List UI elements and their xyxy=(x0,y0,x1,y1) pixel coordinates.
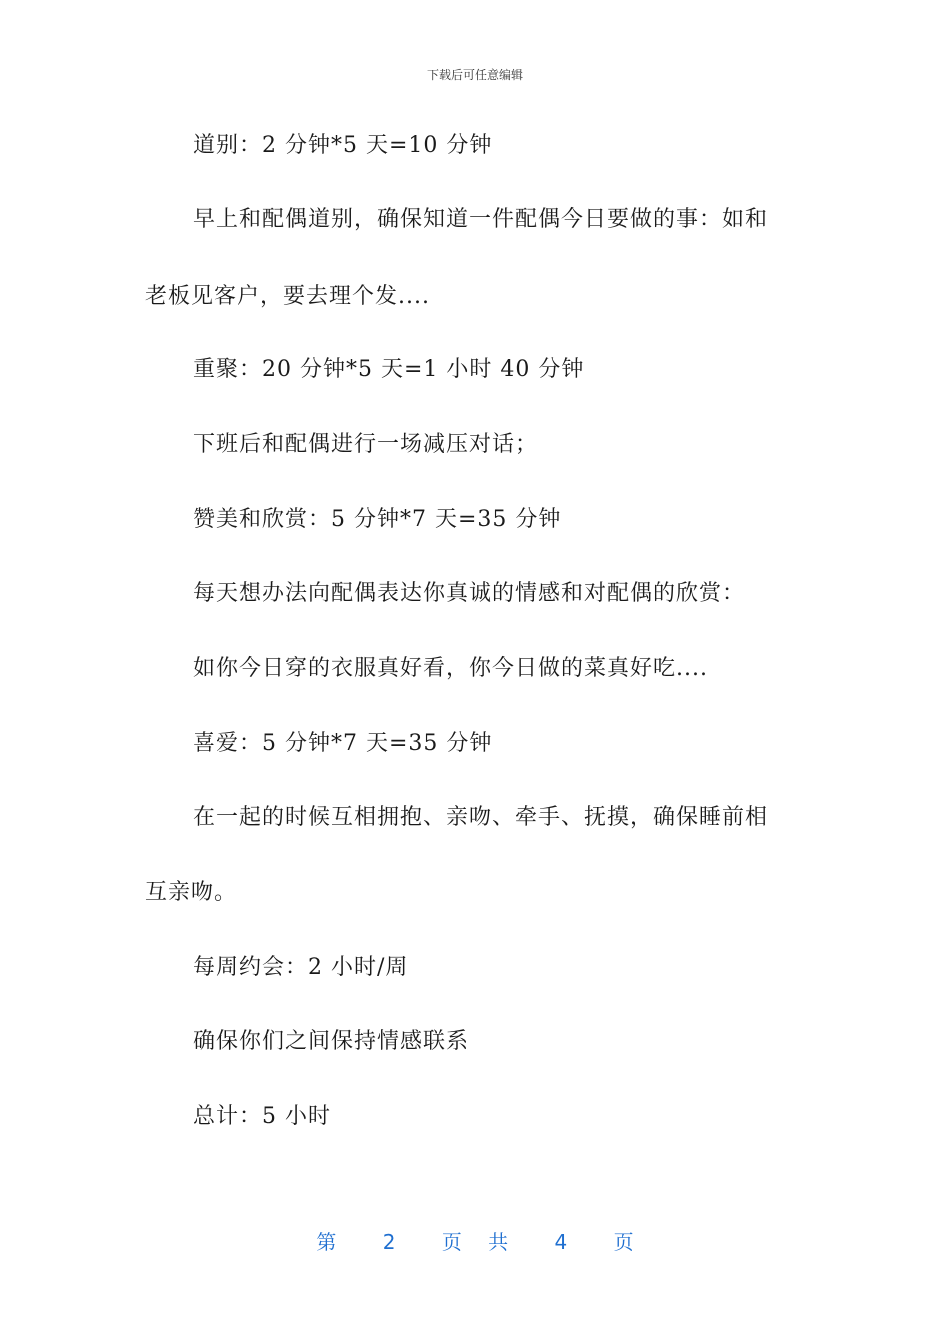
page-footer xyxy=(0,1226,950,1255)
text-line: 互亲吻。 xyxy=(145,880,238,905)
text-line: 早上和配偶道别，确保知道一件配偶今日要做的事：如和 xyxy=(193,207,769,232)
footer-total-pages: 4 xyxy=(554,1230,568,1254)
text-line: 喜爱：5 分钟*7 天=35 分钟 xyxy=(193,731,493,756)
text-line: 每周约会：2 小时/周 xyxy=(193,955,409,980)
footer-suffix: 页 xyxy=(613,1230,634,1254)
text-line: 在一起的时候互相拥抱、亲吻、牵手、抚摸，确保睡前相 xyxy=(193,805,769,830)
text-line: 确保你们之间保持情感联系 xyxy=(193,1029,470,1054)
text-line: 每天想办法向配偶表达你真诚的情感和对配偶的欣赏： xyxy=(193,581,746,606)
page-header-note: 下载后可任意编辑 xyxy=(426,68,523,82)
text-line: 如你今日穿的衣服真好看，你今日做的菜真好吃.... xyxy=(193,656,708,681)
footer-current-page: 2 xyxy=(382,1230,396,1254)
text-line: 赞美和欣赏：5 分钟*7 天=35 分钟 xyxy=(193,507,562,532)
footer-middle: 页 共 xyxy=(441,1230,509,1254)
footer-prefix: 第 xyxy=(316,1230,337,1254)
text-line: 老板见客户，要去理个发.... xyxy=(145,284,430,309)
text-line: 重聚：20 分钟*5 天=1 小时 40 分钟 xyxy=(193,357,585,382)
text-line: 道别：2 分钟*5 天=10 分钟 xyxy=(193,133,493,158)
text-line: 下班后和配偶进行一场减压对话； xyxy=(193,432,539,457)
text-line: 总计：5 小时 xyxy=(193,1104,331,1129)
